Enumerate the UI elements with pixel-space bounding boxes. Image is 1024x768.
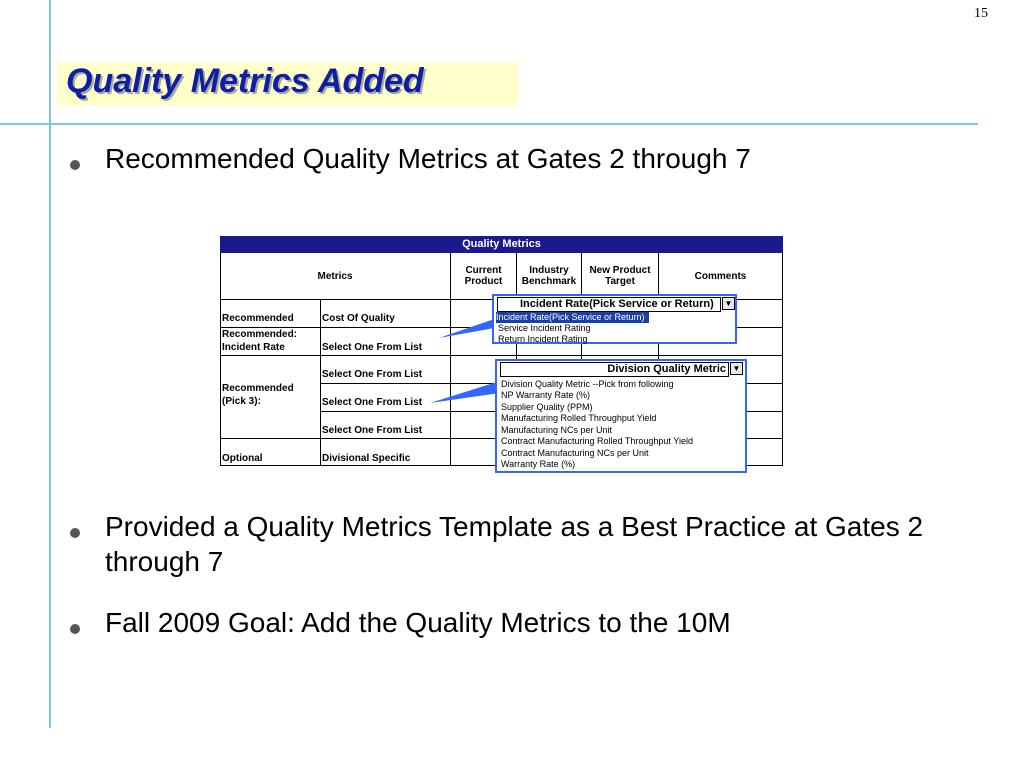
incident-rate-selected[interactable]: Incident Rate(Pick Service or Return) bbox=[497, 297, 721, 312]
dropdown-option[interactable]: Supplier Quality (PPM) bbox=[501, 402, 593, 412]
col-header-current: Current Product bbox=[464, 265, 503, 287]
dropdown-option[interactable]: Manufacturing NCs per Unit bbox=[501, 425, 613, 435]
dropdown-option[interactable]: NP Warranty Rate (%) bbox=[501, 390, 591, 400]
chevron-down-icon[interactable]: ▼ bbox=[722, 297, 735, 310]
incident-rate-dropdown[interactable] bbox=[492, 294, 737, 344]
division-metric-selected[interactable]: Division Quality Metric bbox=[500, 362, 729, 377]
table-header: Quality Metrics bbox=[220, 236, 783, 253]
dropdown-option[interactable]: Warranty Rate (%) bbox=[501, 459, 576, 469]
row-metric-label: Cost Of Quality bbox=[322, 313, 395, 324]
bullet-text: Fall 2009 Goal: Add the Quality Metrics to the 10M bbox=[105, 607, 731, 638]
dropdown-option[interactable]: Return Incident Rating bbox=[498, 334, 588, 344]
row-group-label: Recommended (Pick 3): bbox=[222, 383, 294, 407]
bullet-dot bbox=[70, 624, 80, 634]
bullet-text: Provided a Quality Metrics Template as a Best Practice at Gates 2 through 7 bbox=[105, 511, 924, 577]
row-metric-label: Select One From List bbox=[322, 342, 423, 353]
division-metric-dropdown[interactable] bbox=[495, 359, 747, 473]
bullet-dot bbox=[70, 528, 80, 538]
row-group-label: Recommended: Incident Rate bbox=[222, 329, 298, 353]
dropdown-option[interactable]: Manufacturing Rolled Throughput Yield bbox=[501, 413, 657, 423]
dropdown-option[interactable]: Service Incident Rating bbox=[498, 323, 591, 333]
row-metric-label: Select One From List bbox=[322, 425, 423, 436]
col-header-comments: Comments bbox=[694, 270, 747, 282]
row-group-label: Optional bbox=[222, 453, 263, 464]
bullet-text: Recommended Quality Metrics at Gates 2 through 7 bbox=[105, 143, 751, 174]
row-metric-label: Select One From List bbox=[322, 397, 423, 408]
chevron-down-icon[interactable]: ▼ bbox=[730, 362, 743, 375]
callout-wedge-division bbox=[430, 381, 500, 403]
dropdown-option[interactable]: Incident Rate(Pick Service or Return) bbox=[496, 312, 649, 323]
col-header-industry: Industry Benchmark bbox=[521, 265, 577, 287]
row-metric-label: Divisional Specific bbox=[322, 453, 411, 464]
page-number: 15 bbox=[974, 6, 988, 21]
callout-wedge-incident bbox=[439, 317, 500, 338]
slide-title: Quality Metrics Added bbox=[66, 62, 424, 100]
col-header-metrics: Metrics bbox=[317, 270, 353, 282]
dropdown-option[interactable]: Contract Manufacturing Rolled Throughput Yield bbox=[501, 436, 693, 446]
row-group-label: Recommended bbox=[222, 313, 294, 324]
dropdown-option[interactable]: Division Quality Metric --Pick from following bbox=[501, 379, 674, 389]
row-metric-label: Select One From List bbox=[322, 369, 423, 380]
dropdown-option[interactable]: Contract Manufacturing NCs per Unit bbox=[501, 448, 649, 458]
col-header-target: New Product Target bbox=[589, 265, 651, 287]
